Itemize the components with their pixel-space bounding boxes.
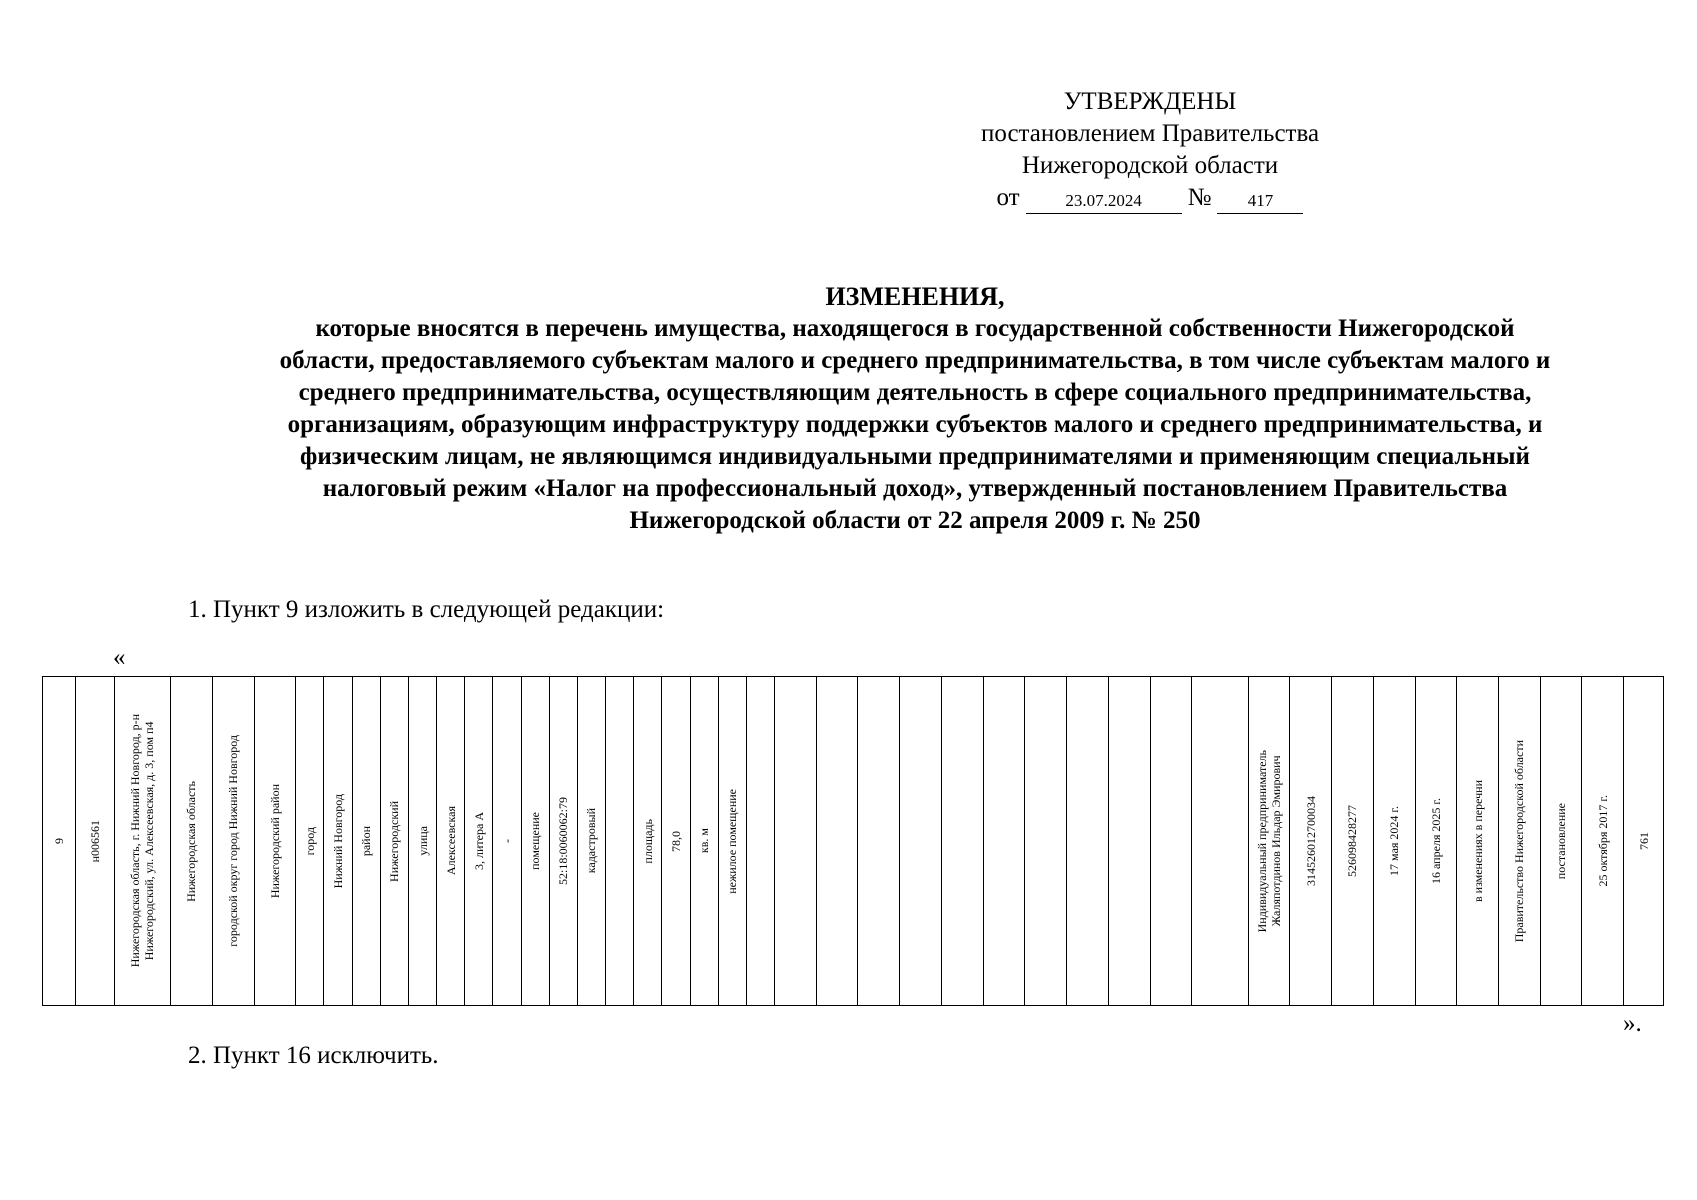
table-cell (691, 677, 719, 1005)
table-cell-text: - (499, 839, 514, 843)
table-cell-text: кв. м (697, 828, 712, 854)
approval-number: 417 (1217, 190, 1303, 214)
table-cell (43, 677, 76, 1005)
table-cell (942, 677, 984, 1005)
approval-date-line (960, 182, 1340, 214)
approval-title: УТВЕРЖДЕНЫ (1063, 88, 1237, 115)
table-cell (296, 677, 324, 1005)
table-cell (606, 677, 634, 1005)
heading-line-3: среднего предпринимательства, осуществляющим деятельность в сфере социального предпринимательства, (298, 379, 1532, 406)
quote-open: « (113, 644, 126, 671)
document-heading (180, 281, 1650, 537)
table-cell (213, 677, 255, 1005)
table-cell-text: Алексеевская (443, 806, 458, 876)
table-cell (550, 677, 578, 1005)
table-cell (1067, 677, 1109, 1005)
date-prefix: от (996, 184, 1020, 211)
table-cell (578, 677, 606, 1005)
heading-line-4: организациям, образующим инфраструктуру поддержки субъектов малого и среднего предпринимательства, и (287, 411, 1543, 438)
table-cell (900, 677, 942, 1005)
table-cell-text: улица (415, 826, 430, 856)
table-cell-text: 16 апреля 2025 г. (1428, 798, 1443, 884)
heading-line-2: области, предоставляемого субъектам малого и среднего предпринимательства, в том числе субъектам малого и (279, 347, 1551, 374)
table-cell (719, 677, 747, 1005)
table-cell-text: постановление (1554, 802, 1569, 880)
table-cell-text: в изменениях в перечни (1470, 779, 1485, 902)
table-cell (76, 677, 115, 1005)
table-cell (747, 677, 775, 1005)
table-cell-text: Индивидуальный предприниматель Жаляпотдинов Ильдар Эмирович (1254, 749, 1283, 933)
table-cell (115, 677, 171, 1005)
heading-line-1: которые вносятся в перечень имущества, находящегося в государственной собственности Нижегородской (315, 315, 1515, 342)
table-cell (1624, 677, 1663, 1005)
table-cell-text: нежилое помещение (725, 788, 740, 894)
table-cell (1192, 677, 1248, 1005)
approval-line-3: Нижегородской области (1021, 152, 1279, 179)
table-cell (1332, 677, 1374, 1005)
table-cell (817, 677, 859, 1005)
table-cell (465, 677, 493, 1005)
table-cell-text: площадь (640, 818, 655, 864)
table-cell (324, 677, 352, 1005)
table-cell (255, 677, 297, 1005)
table-cell-text: 3, литера А (471, 812, 486, 870)
table-cell-text: 17 мая 2024 г. (1387, 806, 1402, 876)
table-cell (1290, 677, 1332, 1005)
table-cell (1541, 677, 1583, 1005)
table-cell-text: 78,0 (668, 830, 683, 852)
property-table-row (42, 676, 1664, 1006)
approval-line-2: постановлением Правительства (980, 120, 1320, 147)
table-cell-text: 761 (1636, 832, 1651, 850)
table-cell (1499, 677, 1541, 1005)
table-cell-text: 25 октября 2017 г. (1595, 795, 1610, 887)
table-cell (1374, 677, 1416, 1005)
table-cell-text: Нижегородский район (267, 783, 282, 899)
table-cell-text: Нижегородская область (184, 780, 199, 902)
table-cell (1249, 677, 1291, 1005)
document-title: ИЗМЕНЕНИЯ, (825, 282, 1005, 311)
item-2-text: 2. Пункт 16 исключить. (188, 1042, 439, 1069)
heading-line-7: Нижегородской области от 22 апреля 2009 г. № 250 (629, 507, 1201, 534)
heading-line-5: физическим лицам, не являющимся индивидуальными предпринимателями и применяющим специальный (300, 443, 1530, 470)
table-cell (858, 677, 900, 1005)
table-cell-text: кадастровый (584, 808, 599, 874)
approval-date: 23.07.2024 (1026, 190, 1182, 214)
approval-block (960, 86, 1340, 214)
table-cell (984, 677, 1026, 1005)
table-cell (662, 677, 690, 1005)
item-1-text: 1. Пункт 9 изложить в следующей редакции: (188, 596, 665, 623)
table-cell-text: 526098428277 (1345, 805, 1360, 877)
table-cell-text: Нижний Новгород (331, 793, 346, 889)
table-cell-text: 52:18:0060062:79 (556, 796, 571, 885)
table-cell (1416, 677, 1458, 1005)
table-cell (1025, 677, 1067, 1005)
table-cell (775, 677, 817, 1005)
table-cell-text: 9 (52, 838, 66, 844)
table-cell (437, 677, 465, 1005)
table-cell (1151, 677, 1193, 1005)
table-cell (1582, 677, 1624, 1005)
table-cell (409, 677, 437, 1005)
table-cell-text: Нижегородский (387, 800, 402, 882)
table-cell-text: 314526012700034 (1303, 796, 1318, 886)
table-cell (1457, 677, 1499, 1005)
table-cell (493, 677, 521, 1005)
table-cell-text: помещение (528, 812, 543, 870)
table-cell-text: н006561 (87, 819, 102, 863)
table-cell-text: город (302, 826, 317, 856)
table-cell (522, 677, 550, 1005)
table-cell (353, 677, 381, 1005)
table-cell (171, 677, 213, 1005)
heading-line-6: налоговый режим «Налог на профессиональный доход», утвержденный постановлением Правительства (322, 475, 1508, 502)
table-cell-text: район (359, 825, 374, 857)
table-cell-text: Правительство Нижегородской области (1512, 739, 1527, 943)
number-sign: № (1187, 184, 1212, 211)
table-cell (1109, 677, 1151, 1005)
table-cell (634, 677, 662, 1005)
table-cell-text: городской округ город Нижний Новгород (226, 735, 241, 947)
table-cell (381, 677, 409, 1005)
table-cell-text: Нижегородская область, г. Нижний Новгород, р-н Нижегородский, ул. Алексеевская, д. 3, пом п4 (128, 714, 157, 968)
quote-close: ». (1623, 1010, 1642, 1037)
